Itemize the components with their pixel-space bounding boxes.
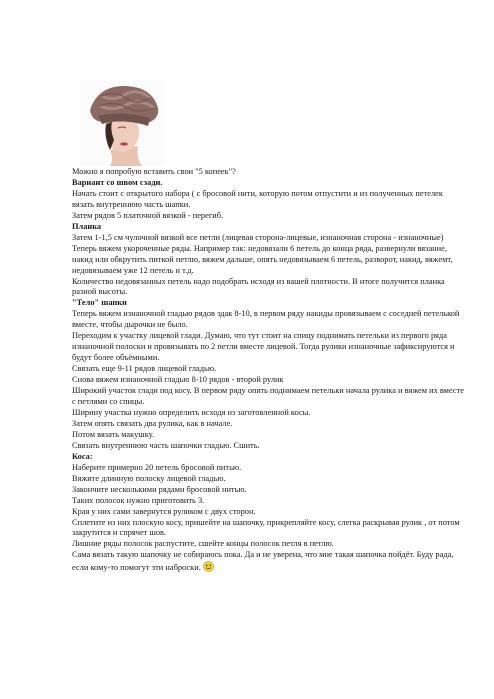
paragraph: Сплетите из них плоскую косу, пришейте на шапочку, прикрепляйте косу, слегка раскрывая рулик , от потом закрутится и спрячет шов. xyxy=(72,517,460,538)
paragraph: Вяжите длинную полоску лицевой гладью. xyxy=(72,473,226,483)
paragraph: Теперь вяжем укороченные ряды. Например так: недовязали 6 петель до конца ряда, развернули вязание, накид или обкрутить питкой петлю, вяжем дальше, опять недовязываем 6 петель, разворот, накид, вяжемт, недовязываем уже 12 петель и т.д. xyxy=(72,243,453,275)
paragraph: Широкий участок глади под косу. В первом ряду опять поднимаем петельки начала рулика и вяжем их вместе с петлями со спицы. xyxy=(72,386,464,407)
document-text xyxy=(72,167,464,576)
paragraph: Края у них сами завернутся руликом с двух сторон. xyxy=(72,506,256,516)
heading-body: "Тело" шапки xyxy=(72,298,127,308)
paragraph: Начать стоит с открытого набора ( с бросовой нити, которую потом отпустити и из полученных петелек вязать внутреннюю часть шапки. xyxy=(72,188,443,209)
paragraph: Связать еще 9-11 рядов лицевой гладью. xyxy=(72,364,217,374)
paragraph: Потом вязать макушку. xyxy=(72,429,155,439)
paragraph: Наберите примерно 20 петель бросовой питью. xyxy=(72,462,242,472)
paragraph: Таких полосок нужно приготовить 3. xyxy=(72,495,205,505)
paragraph: Количество недовязанных петель надо подобрать исходя из вашей плотности. В итоге получится планка разной высоты. xyxy=(72,276,445,297)
line-intro: Можно я попробую вставить свои "5 копеек"? xyxy=(72,167,236,176)
smiley-icon xyxy=(203,561,214,576)
paragraph: Затем опять связать два рулика, как в начале. xyxy=(72,418,233,428)
paragraph: Закончите несколькими рядами бросовой нитью. xyxy=(72,484,247,494)
paragraph: Переходим к участку лицевой глади. Думаю, что тут стоит на спицу поднимать петельки из первого ряда изнаночной полоски и провязывать по 2 петли вместе лицевой. Тогда рулики изнаночные зафиксируются и будут более объёмными. xyxy=(72,331,455,363)
heading-variant: Вариант со швом сзади. xyxy=(72,177,163,187)
heading-planka: Планка xyxy=(72,221,102,231)
paragraph: Затем рядов 5 платочной вязкой - перегиб. xyxy=(72,210,224,220)
paragraph: Ширину участка нужно определить исходя из заготовленной косы. xyxy=(72,407,311,417)
paragraph: Лишние ряды полосок распустите, сшейте концы полосок петля в петлю. xyxy=(72,539,334,549)
hat-model-photo xyxy=(80,80,164,166)
paragraph: Снова вяжем изнаночной гладью 8-10 рядов - второй рулик xyxy=(72,375,284,385)
paragraph: Затем 1-1,5 см чулочной вязкой все петли (лицевая сторона-лицевые, изнаночная сторона - изнаночные) xyxy=(72,232,444,242)
paragraph: Теперь вяжем изнаночной гладью рядов эдак 8-10, в первом ряду накиды провязываем с соседней петелькой вместе, чтобы дырочки не было. xyxy=(72,309,460,330)
heading-braid: Коса: xyxy=(72,451,93,461)
closing-text: Сама вязать такую шапочку не собираюсь пока. Да и не уверена, что мне такая шапочка пойдёт. Буду рада, если кому-то помогут эти наброски. xyxy=(72,550,454,573)
closing-paragraph xyxy=(72,550,464,576)
paragraph: Связать внутреннюю часть шапочки гладью. Сшить. xyxy=(72,440,260,450)
